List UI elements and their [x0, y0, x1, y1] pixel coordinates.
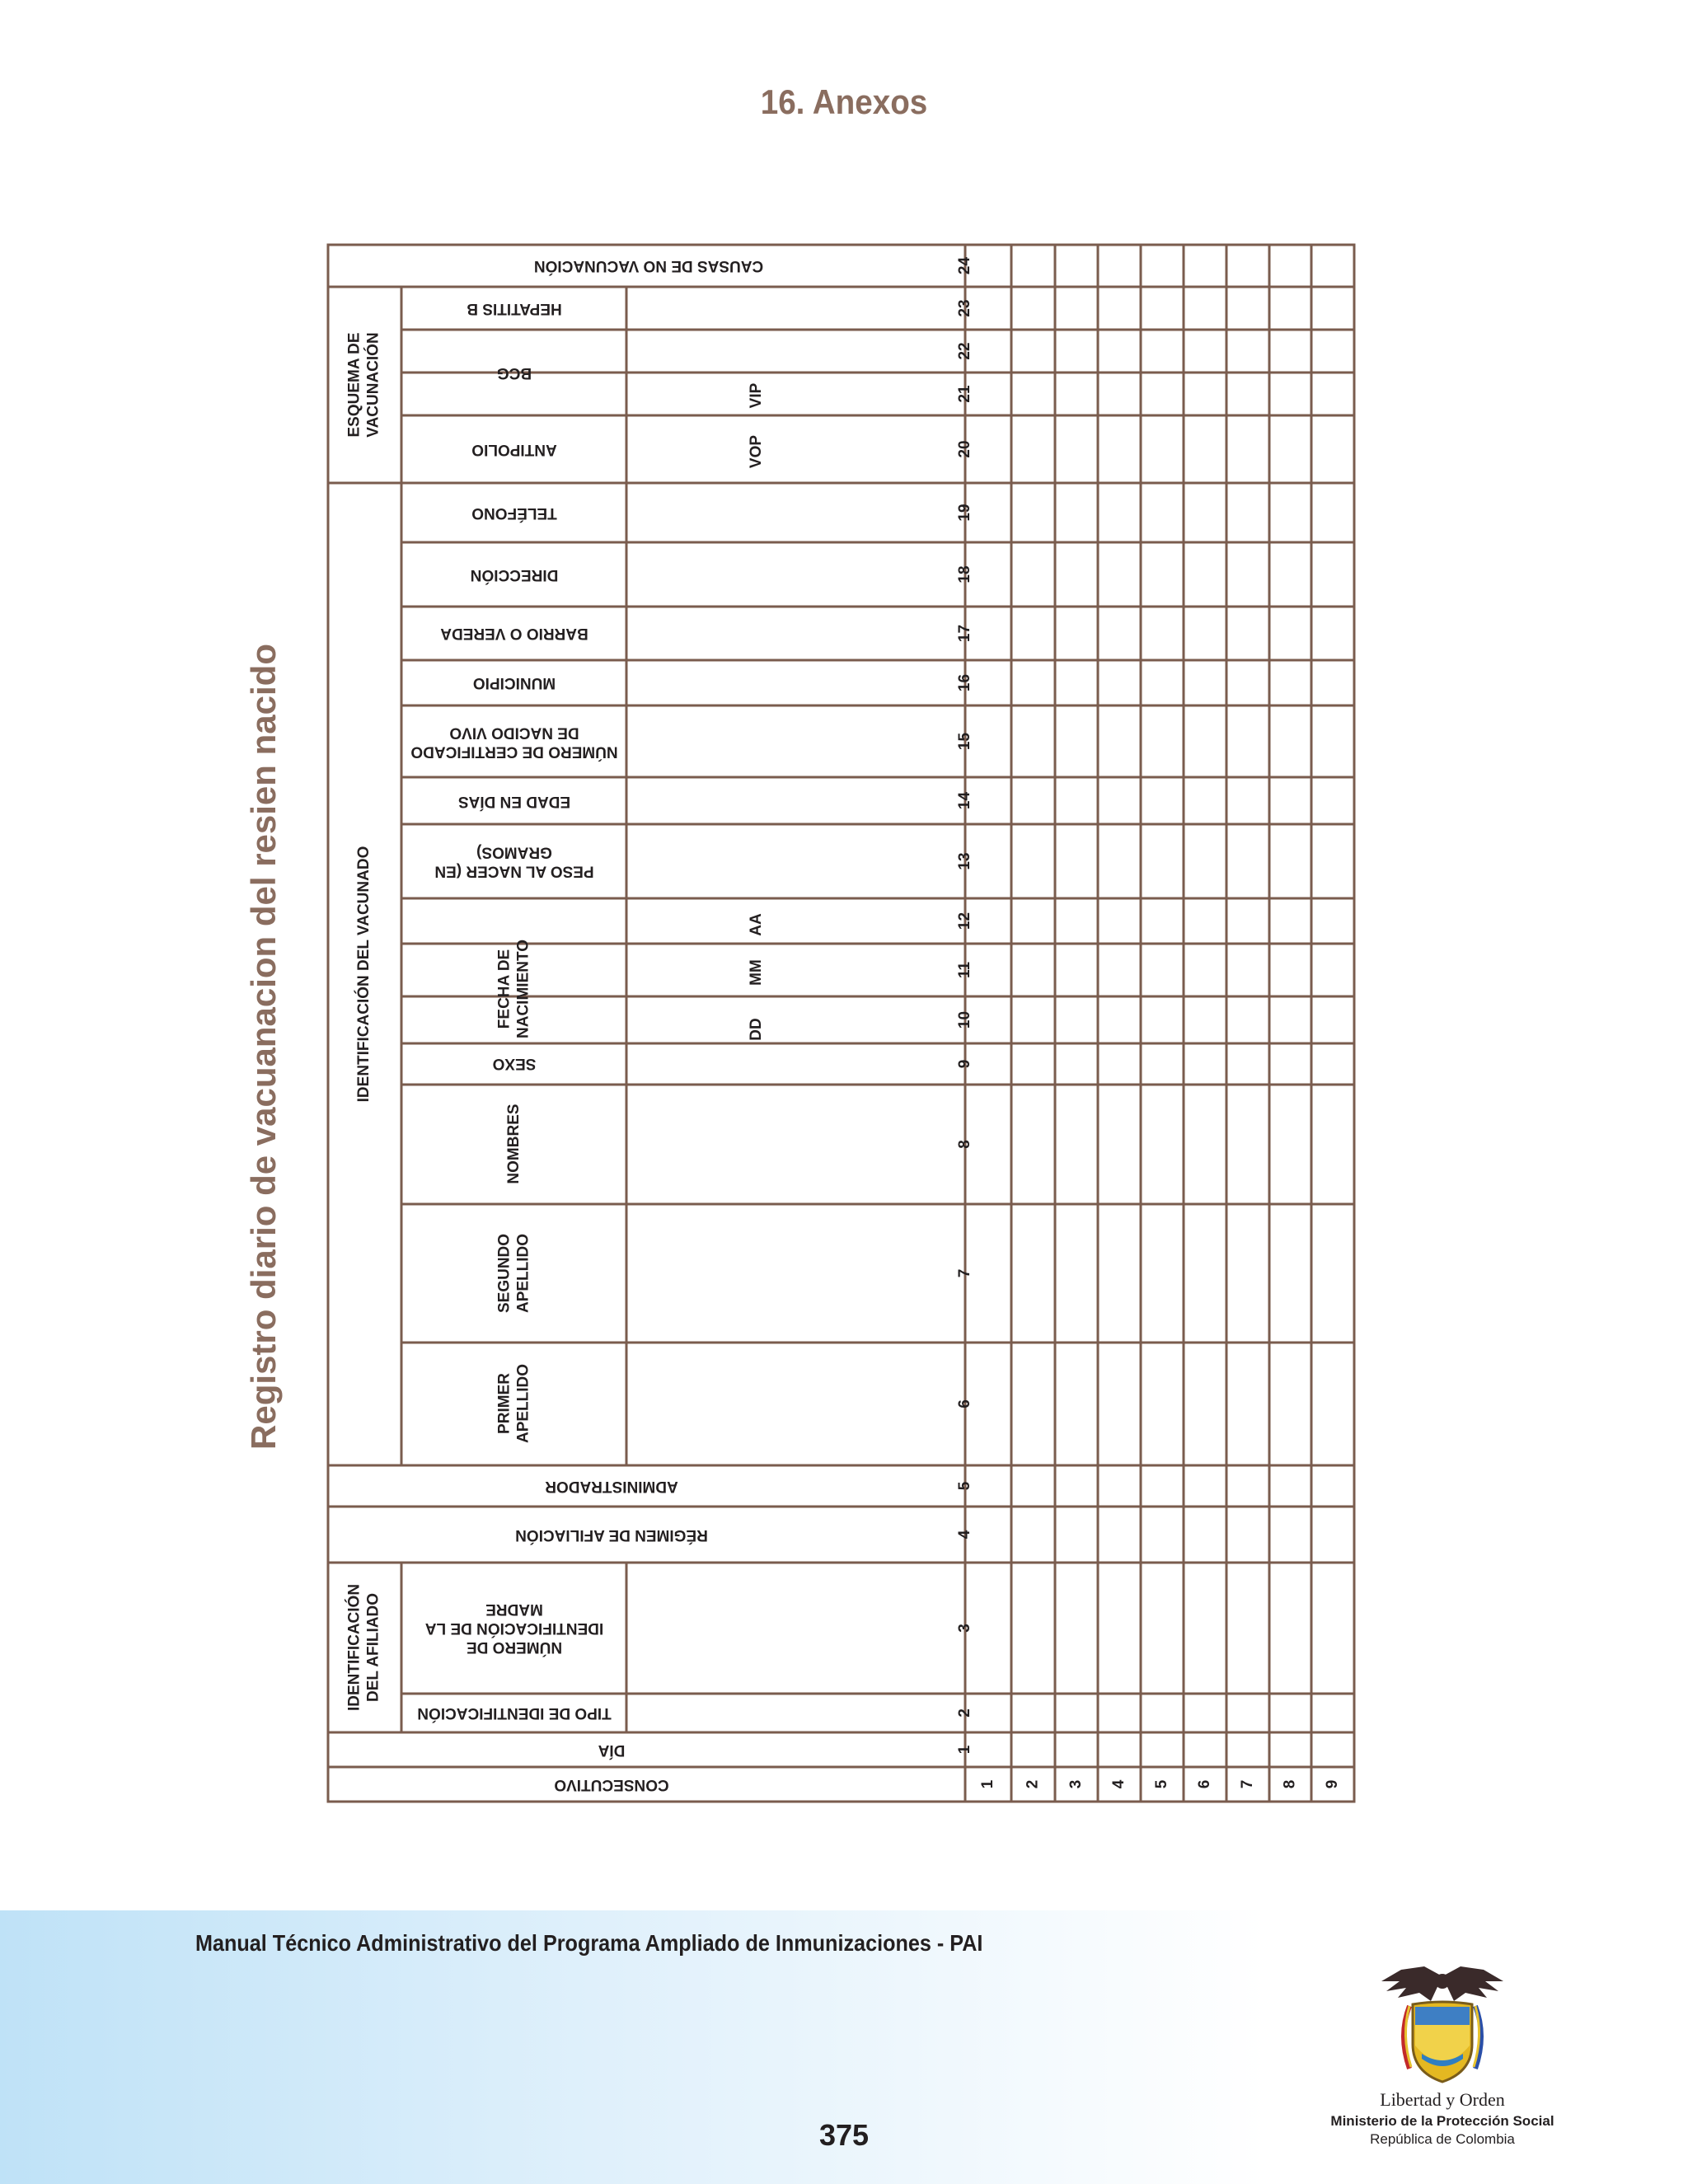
direccion-label — [471, 566, 559, 584]
madre-id-label-text: NÚMERO DE — [466, 1638, 563, 1656]
column-number-text: 7 — [956, 1268, 974, 1278]
telefono-label-text: TELÉFONO — [471, 504, 557, 522]
column-number — [956, 257, 973, 275]
column-number — [956, 1530, 973, 1539]
colombia-coat-of-arms-icon — [1376, 1961, 1508, 2085]
edad-label-text: EDAD EN DÍAS — [457, 792, 571, 810]
column-number-text: 15 — [956, 732, 974, 751]
column-number — [956, 1624, 973, 1633]
column-number-text: 22 — [956, 342, 974, 360]
manual-title: Manual Técnico Administrativo del Programa Ampliado de Inmunizaciones - PAI — [195, 1930, 983, 1956]
record-number — [1239, 1780, 1256, 1789]
column-number — [956, 1011, 973, 1029]
record-number-text: 3 — [1067, 1779, 1085, 1789]
causas-label — [534, 257, 763, 275]
barrio-label — [440, 625, 588, 642]
municipio-label-text: MUNICIPIO — [472, 673, 556, 691]
record-number — [1110, 1779, 1128, 1788]
peso-label — [434, 844, 593, 880]
record-number — [1282, 1780, 1299, 1789]
column-number — [956, 792, 973, 810]
barrio-label-text: BARRIO O VEREDA — [440, 624, 588, 642]
antipolio-label — [471, 441, 556, 458]
column-number-text: 2 — [956, 1708, 974, 1718]
column-number-text: 8 — [956, 1140, 974, 1149]
column-number — [956, 1745, 973, 1754]
record-number-text: 7 — [1239, 1779, 1257, 1789]
group-afiliado-label-text: IDENTIFICACIÓN — [345, 1583, 363, 1712]
column-number — [956, 440, 973, 457]
consecutivo-label-text: CONSECUTIVO — [554, 1775, 669, 1793]
column-number-text: 21 — [956, 385, 974, 403]
column-number — [956, 1269, 973, 1278]
column-number — [956, 962, 973, 979]
column-number-text: 24 — [956, 256, 974, 275]
record-number-text: 1 — [979, 1779, 997, 1789]
certificado-label-text: NÚMERO DE CERTIFICADO — [410, 743, 618, 761]
peso-label-text: PESO AL NACER (EN — [434, 862, 594, 880]
column-number — [956, 912, 973, 930]
page-title: 16. Anexos — [760, 82, 928, 121]
form-title: Registro diario de vacuanacion del resien nacido — [244, 644, 283, 1450]
column-number — [956, 674, 973, 691]
column-number-text: 12 — [956, 912, 974, 930]
certificado-label-text: DE NACIDO VIVO — [449, 724, 579, 742]
motto: Libertad y Orden — [1380, 2089, 1505, 2110]
administrador-label — [545, 1478, 678, 1495]
primer-apellido-label-text: PRIMER — [495, 1373, 513, 1434]
primer-apellido-label-text: APELLIDO — [514, 1363, 532, 1444]
record-number — [1196, 1780, 1213, 1789]
antipolio-label-text: ANTIPOLIO — [471, 440, 557, 458]
group-esquema-label — [346, 332, 382, 437]
column-number-text: 1 — [956, 1745, 974, 1755]
segundo-apellido-label — [496, 1234, 532, 1313]
mm-label — [748, 959, 765, 986]
column-number-text: 19 — [956, 504, 974, 522]
nombres-label — [505, 1104, 523, 1183]
column-number-text: 5 — [956, 1481, 974, 1491]
group-vacunado-label — [354, 846, 373, 1103]
sexo-label — [493, 1055, 537, 1072]
column-number-text: 4 — [956, 1530, 974, 1540]
certificado-label — [410, 724, 617, 762]
fecha-nacimiento-label-text: FECHA DE — [495, 949, 513, 1029]
column-number-text: 16 — [956, 673, 974, 692]
fecha-nacimiento-label-text: NACIMIENTO — [514, 940, 532, 1038]
administrador-label-text: ADMINISTRADOR — [545, 1477, 678, 1495]
column-number — [956, 1399, 973, 1408]
regimen-label — [515, 1526, 708, 1544]
direccion-label-text: DIRECCIÓN — [470, 565, 559, 583]
record-number — [1324, 1780, 1341, 1789]
column-number-text: 6 — [956, 1399, 974, 1408]
column-number — [956, 1481, 973, 1490]
bcg-label — [497, 364, 532, 382]
record-number-text: 6 — [1196, 1779, 1214, 1789]
record-number-text: 8 — [1281, 1779, 1299, 1789]
column-number-text: 3 — [956, 1624, 974, 1633]
record-number-text: 2 — [1024, 1779, 1042, 1789]
hepatitis-label-text: HEPATITIS B — [467, 299, 562, 317]
nombres-label-text: NOMBRES — [505, 1104, 523, 1184]
column-number-text: 14 — [956, 791, 974, 810]
record-number — [1067, 1780, 1085, 1789]
country-name: República de Colombia — [1370, 2131, 1515, 2147]
group-vacunado-label-text: IDENTIFICACIÓN DEL VACUNADO — [355, 846, 373, 1103]
hepatitis-label — [467, 300, 561, 317]
segundo-apellido-label-text: SEGUNDO — [495, 1233, 513, 1314]
column-number — [956, 504, 973, 521]
municipio-label — [473, 674, 556, 691]
column-number — [956, 385, 973, 403]
telefono-label — [471, 504, 556, 523]
vip-label — [748, 382, 765, 408]
column-number-text: 10 — [956, 1010, 974, 1029]
record-number-text: 9 — [1324, 1779, 1342, 1789]
bcg-label-text: BCG — [496, 363, 532, 382]
primer-apellido-label — [496, 1364, 532, 1443]
record-number — [1153, 1779, 1170, 1788]
sexo-label-text: SEXO — [492, 1054, 537, 1072]
causas-label-text: CAUSAS DE NO VACUNACIÓN — [533, 256, 764, 274]
column-number-text: 9 — [956, 1059, 974, 1069]
column-number — [956, 1060, 973, 1069]
vop-label — [748, 435, 765, 468]
column-number-text: 23 — [956, 299, 974, 317]
record-number-text: 4 — [1110, 1779, 1128, 1789]
tipo-id-label — [417, 1704, 611, 1722]
column-number — [956, 299, 973, 316]
dia-label-text: DÍA — [598, 1741, 626, 1759]
group-esquema-label-text: VACUNACIÓN — [364, 332, 382, 438]
group-afiliado-label-text: DEL AFILIADO — [364, 1593, 382, 1702]
peso-label-text: GRAMOS) — [476, 843, 552, 861]
column-number-text: 13 — [956, 852, 974, 870]
aa-label-text: AA — [748, 913, 766, 936]
record-number — [979, 1779, 996, 1788]
form-border — [328, 245, 1354, 1802]
page-number: 375 — [818, 2118, 870, 2152]
madre-id-label — [425, 1601, 604, 1657]
madre-id-label-text: IDENTIFICACIÓN DE LA — [424, 1619, 604, 1637]
vop-label-text: VOP — [748, 434, 766, 469]
madre-id-label-text: MADRE — [485, 1601, 543, 1619]
fecha-nacimiento-label — [496, 940, 532, 1038]
aa-label — [748, 913, 765, 936]
column-number — [956, 1140, 973, 1149]
form-grid — [328, 245, 1354, 1802]
column-number — [956, 625, 973, 642]
dd-label — [748, 1018, 765, 1040]
dia-label — [598, 1741, 625, 1760]
column-number — [956, 852, 973, 869]
column-number-text: 11 — [956, 961, 974, 979]
column-number-text: 20 — [956, 440, 974, 458]
tipo-id-label-text: TIPO DE IDENTIFICACIÓN — [417, 1704, 612, 1722]
mm-label-text: MM — [748, 959, 766, 986]
consecutivo-label — [554, 1776, 668, 1793]
column-number — [956, 342, 973, 359]
ministry-name: Ministerio de la Protección Social — [1330, 2113, 1554, 2129]
group-esquema-label-text: ESQUEMA DE — [345, 332, 363, 438]
column-number — [956, 565, 973, 583]
record-number-text: 5 — [1153, 1779, 1171, 1789]
group-afiliado-label — [345, 1584, 382, 1711]
regimen-label-text: RÉGIMEN DE AFILIACIÓN — [515, 1526, 708, 1544]
column-number — [956, 733, 973, 751]
column-number-text: 18 — [956, 565, 974, 583]
edad-label — [458, 793, 570, 811]
record-number — [1025, 1780, 1042, 1789]
column-number — [956, 1708, 973, 1718]
dd-label-text: DD — [748, 1018, 766, 1041]
vip-label-text: VIP — [748, 382, 766, 409]
segundo-apellido-label-text: APELLIDO — [514, 1233, 532, 1314]
column-number-text: 17 — [956, 624, 974, 643]
